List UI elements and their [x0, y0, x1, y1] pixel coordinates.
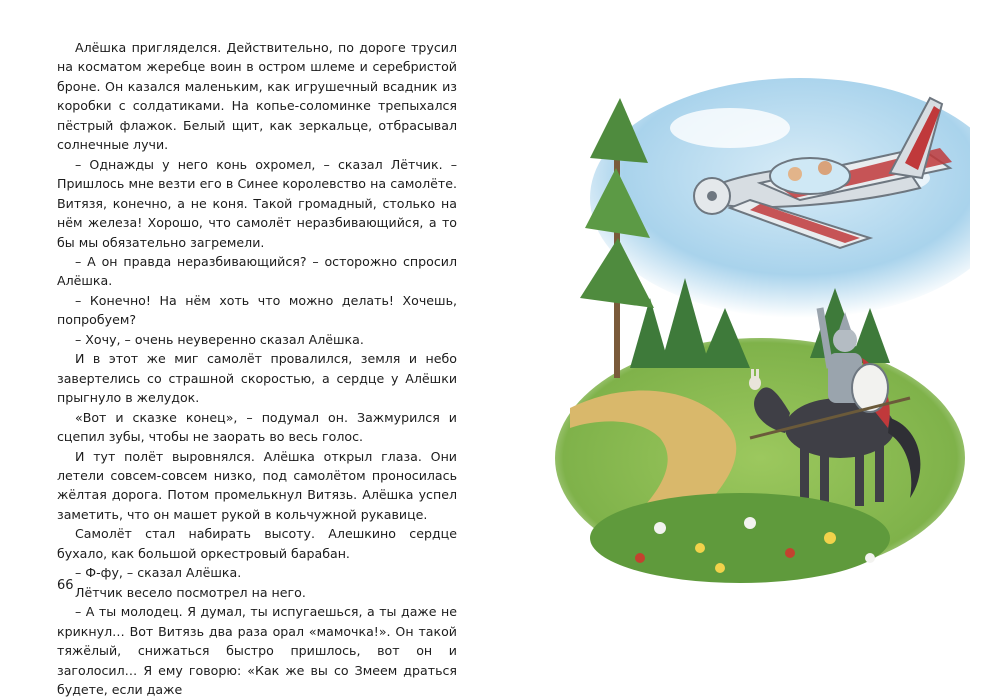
paragraph: Самолёт стал набирать высоту. Алешкино сердце бухало, как большой оркестровый барабан.: [57, 526, 457, 561]
paragraph: Лётчик весело посмотрел на него.: [75, 584, 306, 600]
paragraph: – А он правда неразбивающийся? – осторожно спросил Алёшка.: [57, 253, 457, 289]
right-page: [500, 0, 1000, 640]
paragraph: – Ф-фу, – сказал Алёшка.: [75, 565, 242, 581]
paragraph: И тут полёт выровнялся. Алёшка открыл глаза. Они летели совсем-совсем низко, под самолётом проносилась жёлтая дорога. Потом промелькнул Витязь. Алёшка успел заметить, что он машет рукой в кольчужной рукавице.: [57, 448, 457, 522]
paragraph: – Хочу, – очень неуверенно сказал Алёшка.: [75, 331, 364, 347]
story-text: [57, 38, 457, 699]
paragraph: – Конечно! На нём хоть что можно делать! Хочешь, попробуем?: [57, 292, 457, 328]
paragraph: – Однажды у него конь охромел, – сказал Лётчик. – Пришлось мне везти его в Синее королевство на самолёте. Витязя, конечно, а не коня. Такой громадный, столько на нём железа! Хорошо, что самолёт неразбивающийся, а то бы мы обязательно загремели.: [57, 156, 457, 250]
paragraph: Алёшка пригляделся. Действительно, по дороге трусил на косматом жеребце воин в остром шлеме и серебристой броне. Он казался маленьким, как игрушечный всадник из коробки с солдатиками. На копье-соломинке трепыхался пёстрый флажок. Белый щит, как зеркальце, отбрасывал солнечные лучи.: [57, 40, 457, 153]
paragraph: «Вот и сказке конец», – подумал он. Зажмурился и сцепил зубы, чтобы не заорать во весь голос.: [57, 409, 457, 445]
left-page: [0, 0, 500, 697]
foreground-flowers: [590, 493, 890, 583]
paragraph: – А ты молодец. Я думал, ты испугаешься, а ты даже не крикнул… Вот Витязь два раза орал «мамочка!». Он такой тяжёлый, снижаться быстро пришлось, вот он и заголосил… Я ему говорю: «Как же вы со Змеем драться будете, если даже: [57, 604, 457, 697]
paragraph: И в этот же миг самолёт провалился, земля и небо завертелись со страшной скоростью, а сердце у Алёшки прыгнуло в желудок.: [57, 351, 457, 406]
illustration-knight-and-plane: [550, 68, 970, 588]
page-number: 66: [57, 578, 74, 593]
cloud: [670, 108, 790, 148]
